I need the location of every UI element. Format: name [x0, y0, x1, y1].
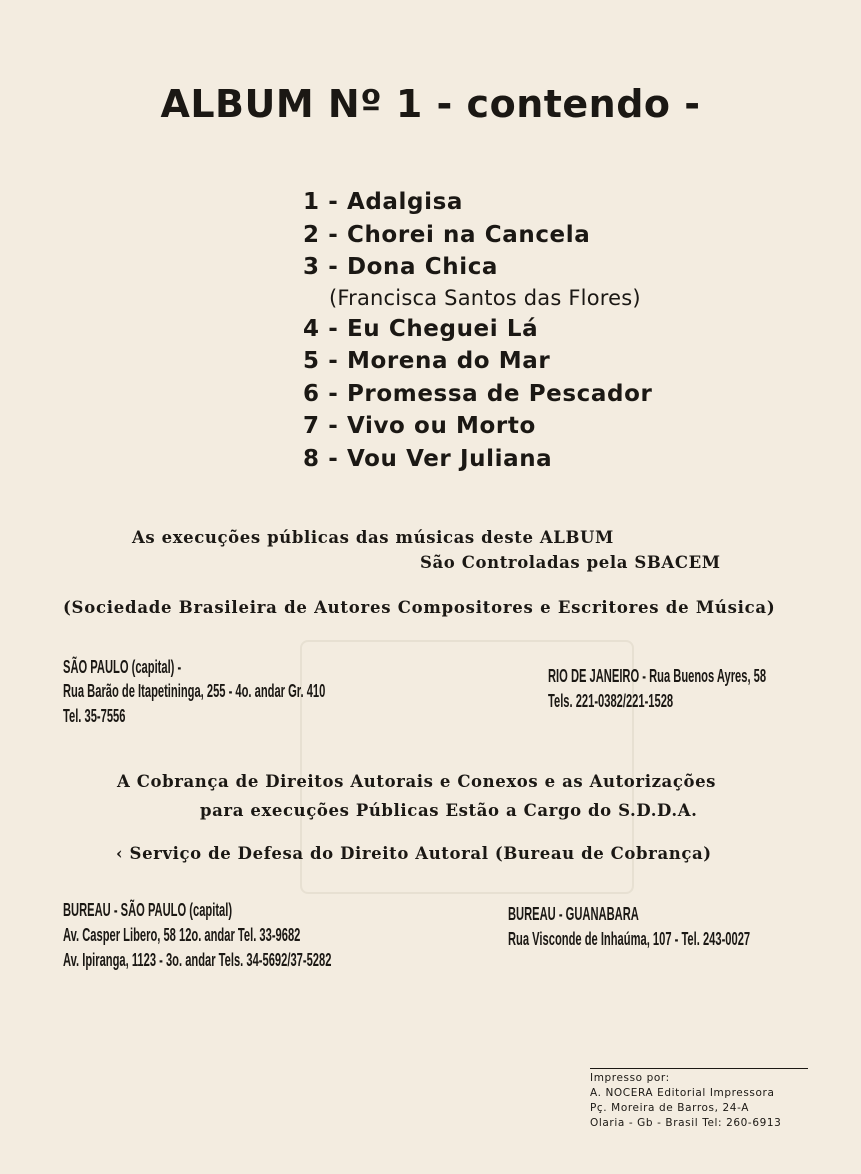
rj-address-line-1: RIO DE JANEIRO - Rua Buenos Ayres, 58: [548, 666, 767, 686]
sdda-line-3-text: Serviço de Defesa do Direito Autoral (Bureau de Cobrança): [129, 844, 712, 863]
song-item: 1 - Adalgisa: [303, 189, 463, 215]
song-item: 4 - Eu Cheguei Lá: [303, 315, 539, 342]
song-item: 6 - Promessa de Pescador: [303, 380, 653, 407]
sdda-line-1: A Cobrança de Direitos Autorais e Conexos e as Autorizações: [117, 772, 717, 791]
song-item: 5 - Morena do Mar: [303, 348, 551, 374]
printer-rule: [590, 1068, 808, 1069]
song-item: 8 - Vou Ver Juliana: [303, 445, 553, 472]
song-item: 3 - Dona Chica: [303, 254, 499, 280]
bureau-sp-line-2: Av. Casper Libero, 58 12o. andar Tel. 33-9682: [63, 925, 301, 945]
sp-address-line-2: Rua Barão de Itapetininga, 255 - 4o. andar Gr. 410: [63, 681, 326, 701]
rj-address-line-2: Tels. 221-0382/221-1528: [548, 691, 674, 711]
sdda-line-3: ‹ Serviço de Defesa do Direito Autoral (Bureau de Cobrança): [116, 844, 712, 863]
sbacem-line-2: São Controladas pela SBACEM: [420, 553, 721, 572]
sbacem-line-1: As execuções públicas das músicas deste ALBUM: [132, 528, 614, 547]
bureau-gb-line-2: Rua Visconde de Inhaúma, 107 - Tel. 243-0027: [508, 929, 751, 949]
bureau-sp-line-3: Av. Ipiranga, 1123 - 3o. andar Tels. 34-5692/37-5282: [63, 950, 332, 970]
song-list: [303, 186, 652, 475]
sp-address-line-3: Tel. 35-7556: [63, 706, 126, 726]
bureau-sp-line-1: BUREAU - SÃO PAULO (capital): [63, 900, 233, 920]
printer-line-4: Olaria - Gb - Brasil Tel: 260-6913: [590, 1117, 782, 1129]
bureau-gb-line-1: BUREAU - GUANABARA: [508, 904, 639, 924]
printer-imprint: [590, 1068, 808, 1131]
printer-line-1: Impresso por:: [590, 1072, 670, 1084]
song-item: 7 - Vivo ou Morto: [303, 413, 536, 439]
printer-line-2: A. NOCERA Editorial Impressora: [590, 1087, 775, 1099]
printer-line-3: Pç. Moreira de Barros, 24-A: [590, 1102, 750, 1114]
song-subtitle: (Francisca Santos das Flores): [329, 285, 641, 310]
song-item: 2 - Chorei na Cancela: [303, 221, 591, 248]
page-title: ALBUM Nº 1 - contendo -: [160, 82, 701, 126]
sdda-line-2: para execuções Públicas Estão a Cargo do S.D.D.A.: [200, 801, 698, 820]
sbacem-full-name: (Sociedade Brasileira de Autores Compositores e Escritores de Música): [63, 598, 776, 617]
sp-address-line-1: SÃO PAULO (capital) -: [63, 657, 182, 677]
